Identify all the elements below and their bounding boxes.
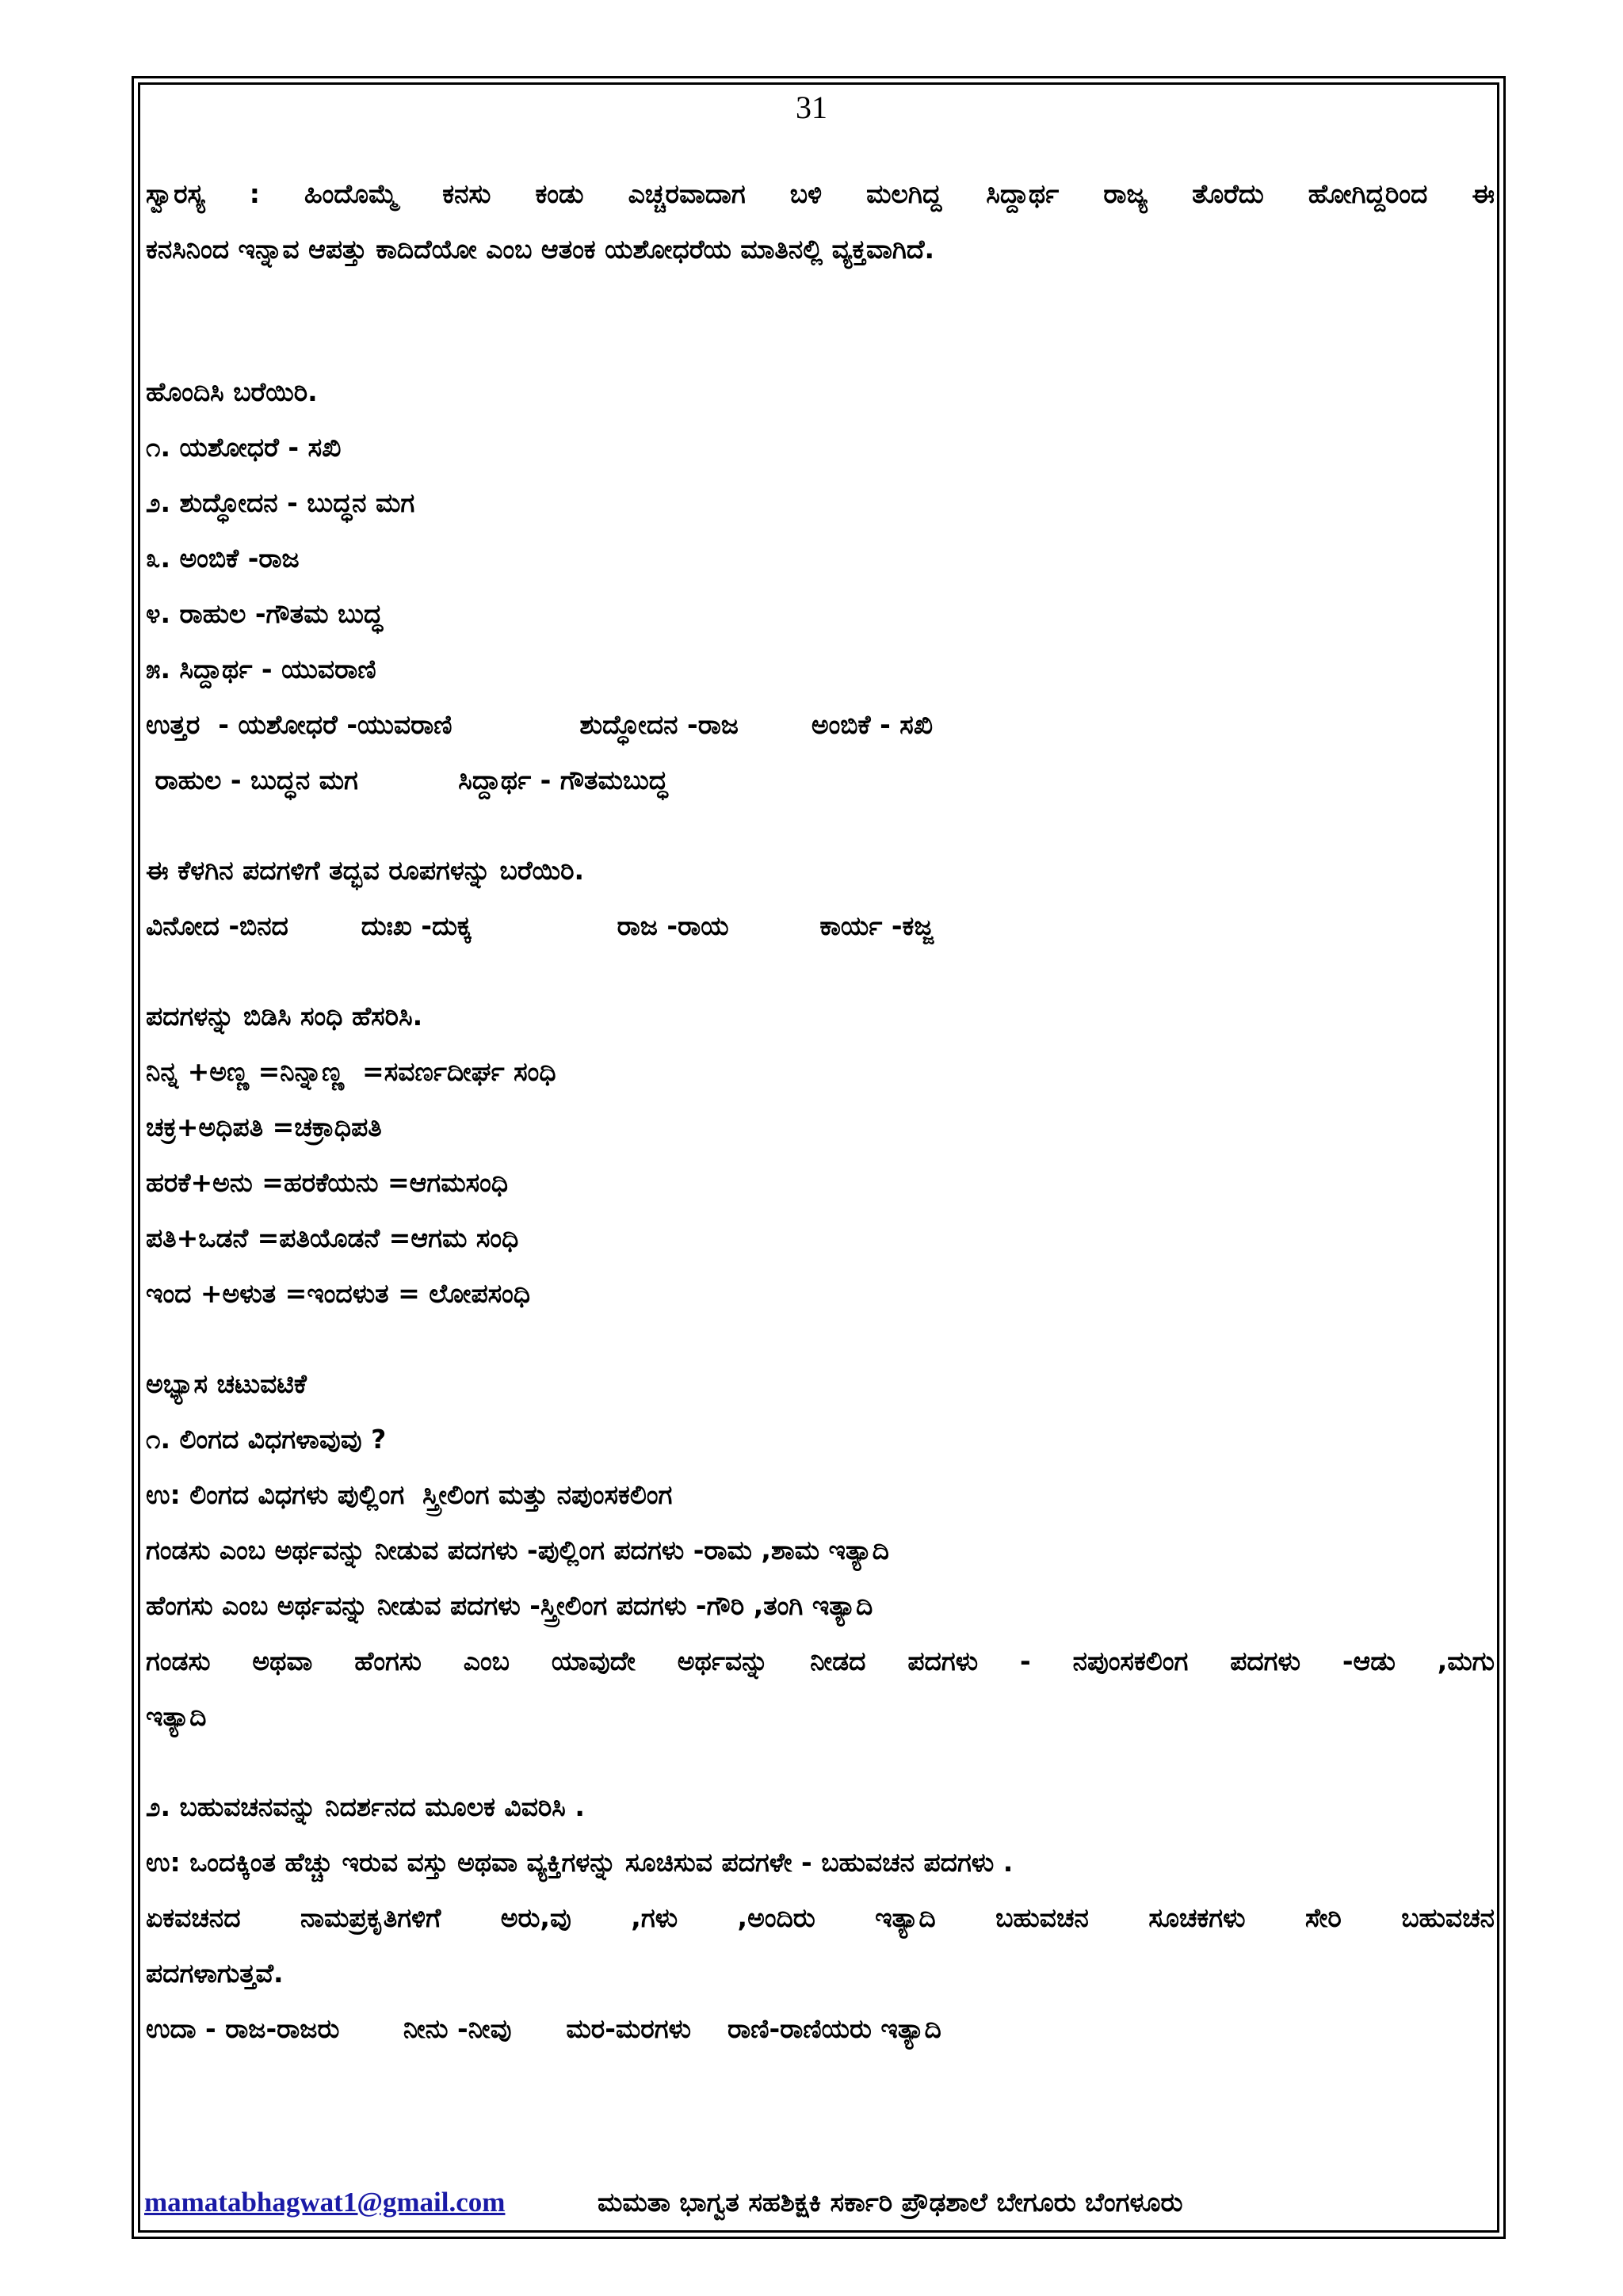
match-item: ೧. ಯಶೋಧರೆ - ಸಖಿ (146, 432, 342, 463)
match-answer-2: ರಾಹುಲ - ಬುದ್ಧನ ಮಗ ಸಿದ್ದಾರ್ಥ - ಗೌತಮಬುದ್ಧ (146, 765, 668, 795)
email-link[interactable]: mamatabhagwat1@gmail.com (144, 2187, 506, 2218)
sandhi-item: ಚಕ್ರ+ಅಧಿಪತಿ =ಚಕ್ರಾಧಿಪತಿ (146, 1112, 382, 1142)
practice-answer-line: ಗಂಡಸು ಅಥವಾ ಹೆಂಗಸು ಎಂಬ ಯಾವುದೇ ಅರ್ಥವನ್ನು ನೀಡದ ಪದಗಳು - ನಪುಂಸಕಲಿಂಗ ಪದಗಳು -ಆಡು ,ಮಗು (146, 1646, 1495, 1676)
practice-answer-line: ಏಕವಚನದ ನಾಮಪ್ರಕೃತಿಗಳಿಗೆ ಅರು,ವು ,ಗಳು ,ಅಂದಿರು ಇತ್ಯಾದಿ ಬಹುವಚನ ಸೂಚಕಗಳು ಸೇರಿ ಬಹುವಚನ (146, 1902, 1495, 1933)
sandhi-item: ಇಂದ +ಅಳುತ =ಇಂದಳುತ = ಲೋಪಸಂಧಿ (146, 1278, 531, 1309)
sandhi-heading: ಪದಗಳನ್ನು ಬಿಡಿಸಿ ಸಂಧಿ ಹೆಸರಿಸಿ. (146, 1001, 423, 1032)
practice-heading: ಅಭ್ಯಾಸ ಚಟುವಟಿಕೆ (146, 1368, 307, 1399)
practice-answer-line: ಪದಗಳಾಗುತ್ತವೆ. (146, 1958, 284, 1989)
practice-answer-line: ಉ: ಲಿಂಗದ ವಿಧಗಳು ಪುಲ್ಲಿಂಗ ಸ್ತ್ರೀಲಿಂಗ ಮತ್ತು ನಪುಂಸಕಲಿಂಗ (146, 1479, 673, 1510)
summary-line-1: ಸ್ವಾರಸ್ಯ : ಹಿಂದೊಮ್ಮೆ ಕನಸು ಕಂಡು ಎಚ್ಚರವಾದಾಗ ಬಳಿ ಮಲಗಿದ್ದ ಸಿದ್ದಾರ್ಥ ರಾಜ್ಯ ತೊರೆದು ಹೋಗಿದ್ದರಿಂದ ಈ (146, 178, 1495, 209)
practice-answer-line: ಉದಾ - ರಾಜ-ರಾಜರು ನೀನು -ನೀವು ಮರ-ಮರಗಳು ರಾಣಿ-ರಾಣಿಯರು ಇತ್ಯಾದಿ (146, 2013, 941, 2044)
match-heading: ಹೊಂದಿಸಿ ಬರೆಯಿರಿ. (146, 376, 318, 407)
practice-answer-line: ಇತ್ಯಾದಿ (146, 1701, 207, 1732)
practice-question-2: ೨. ಬಹುವಚನವನ್ನು ನಿದರ್ಶನದ ಮೂಲಕ ವಿವರಿಸಿ . (146, 1791, 585, 1822)
sandhi-item: ನಿನ್ನ +ಅಣ್ಣ =ನಿನ್ನಾಣ್ಣ =ಸವರ್ಣದೀರ್ಘ ಸಂಧಿ (146, 1056, 556, 1087)
summary-line-2: ಕನಸಿನಿಂದ ಇನ್ನಾವ ಆಪತ್ತು ಕಾದಿದೆಯೋ ಎಂಬ ಆತಂಕ ಯಶೋಧರೆಯ ಮಾತಿನಲ್ಲಿ ವ್ಯಕ್ತವಾಗಿದೆ. (146, 234, 935, 265)
page-content (146, 166, 1495, 2057)
page-number: 31 (796, 90, 827, 125)
sandhi-item: ಹರಕೆ+ಅನು =ಹರಕೆಯನು =ಆಗಮಸಂಧಿ (146, 1167, 509, 1198)
practice-answer-line: ಗಂಡಸು ಎಂಬ ಅರ್ಥವನ್ನು ನೀಡುವ ಪದಗಳು -ಪುಲ್ಲಿಂಗ ಪದಗಳು -ರಾಮ ,ಶಾಮ ಇತ್ಯಾದಿ (146, 1535, 890, 1566)
tadbhava-line: ವಿನೋದ -ಬಿನದ ದುಃಖ -ದುಕ್ಕ ರಾಜ -ರಾಯ ಕಾರ್ಯ -ಕಜ್ಜ (146, 910, 934, 941)
match-item: ೨. ಶುದ್ಧೋದನ - ಬುದ್ಧನ ಮಗ (146, 487, 415, 518)
practice-answer-line: ಹೆಂಗಸು ಎಂಬ ಅರ್ಥವನ್ನು ನೀಡುವ ಪದಗಳು -ಸ್ತ್ರೀಲಿಂಗ ಪದಗಳು -ಗೌರಿ ,ತಂಗಿ ಇತ್ಯಾದಿ (146, 1590, 873, 1621)
practice-question-1: ೧. ಲಿಂಗದ ವಿಧಗಳಾವುವು ? (146, 1424, 387, 1455)
match-answer-1: ಉತ್ತರ - ಯಶೋಧರೆ -ಯುವರಾಣಿ ಶುದ್ಧೋದನ -ರಾಜ ಅಂಬಿಕೆ - ಸಖಿ (146, 709, 934, 740)
match-item: ೩. ಅಂಬಿಕೆ -ರಾಜ (146, 543, 300, 574)
author-school-text: ಮಮತಾ ಭಾಗ್ವತ ಸಹಶಿಕ್ಷಕಿ ಸರ್ಕಾರಿ ಪ್ರೌಢಶಾಲೆ ಬೇಗೂರು ಬೆಂಗಳೂರು (598, 2187, 1183, 2218)
practice-answer-line: ಉ: ಒಂದಕ್ಕಿಂತ ಹೆಚ್ಚು ಇರುವ ವಸ್ತು ಅಥವಾ ವ್ಯಕ್ತಿಗಳನ್ನು ಸೂಚಿಸುವ ಪದಗಳೇ - ಬಹುವಚನ ಪದಗಳು . (146, 1847, 1014, 1878)
page-footer (144, 2187, 1491, 2234)
tadbhava-heading: ಈ ಕೆಳಗಿನ ಪದಗಳಿಗೆ ತದ್ಭವ ರೂಪಗಳನ್ನು ಬರೆಯಿರಿ. (146, 855, 585, 886)
match-item: ೪. ರಾಹುಲ -ಗೌತಮ ಬುದ್ಧ (146, 598, 383, 629)
match-item: ೫. ಸಿದ್ದಾರ್ಥ - ಯುವರಾಣಿ (146, 654, 376, 685)
sandhi-item: ಪತಿ+ಒಡನೆ =ಪತಿಯೊಡನೆ =ಆಗಮ ಸಂಧಿ (146, 1222, 519, 1253)
